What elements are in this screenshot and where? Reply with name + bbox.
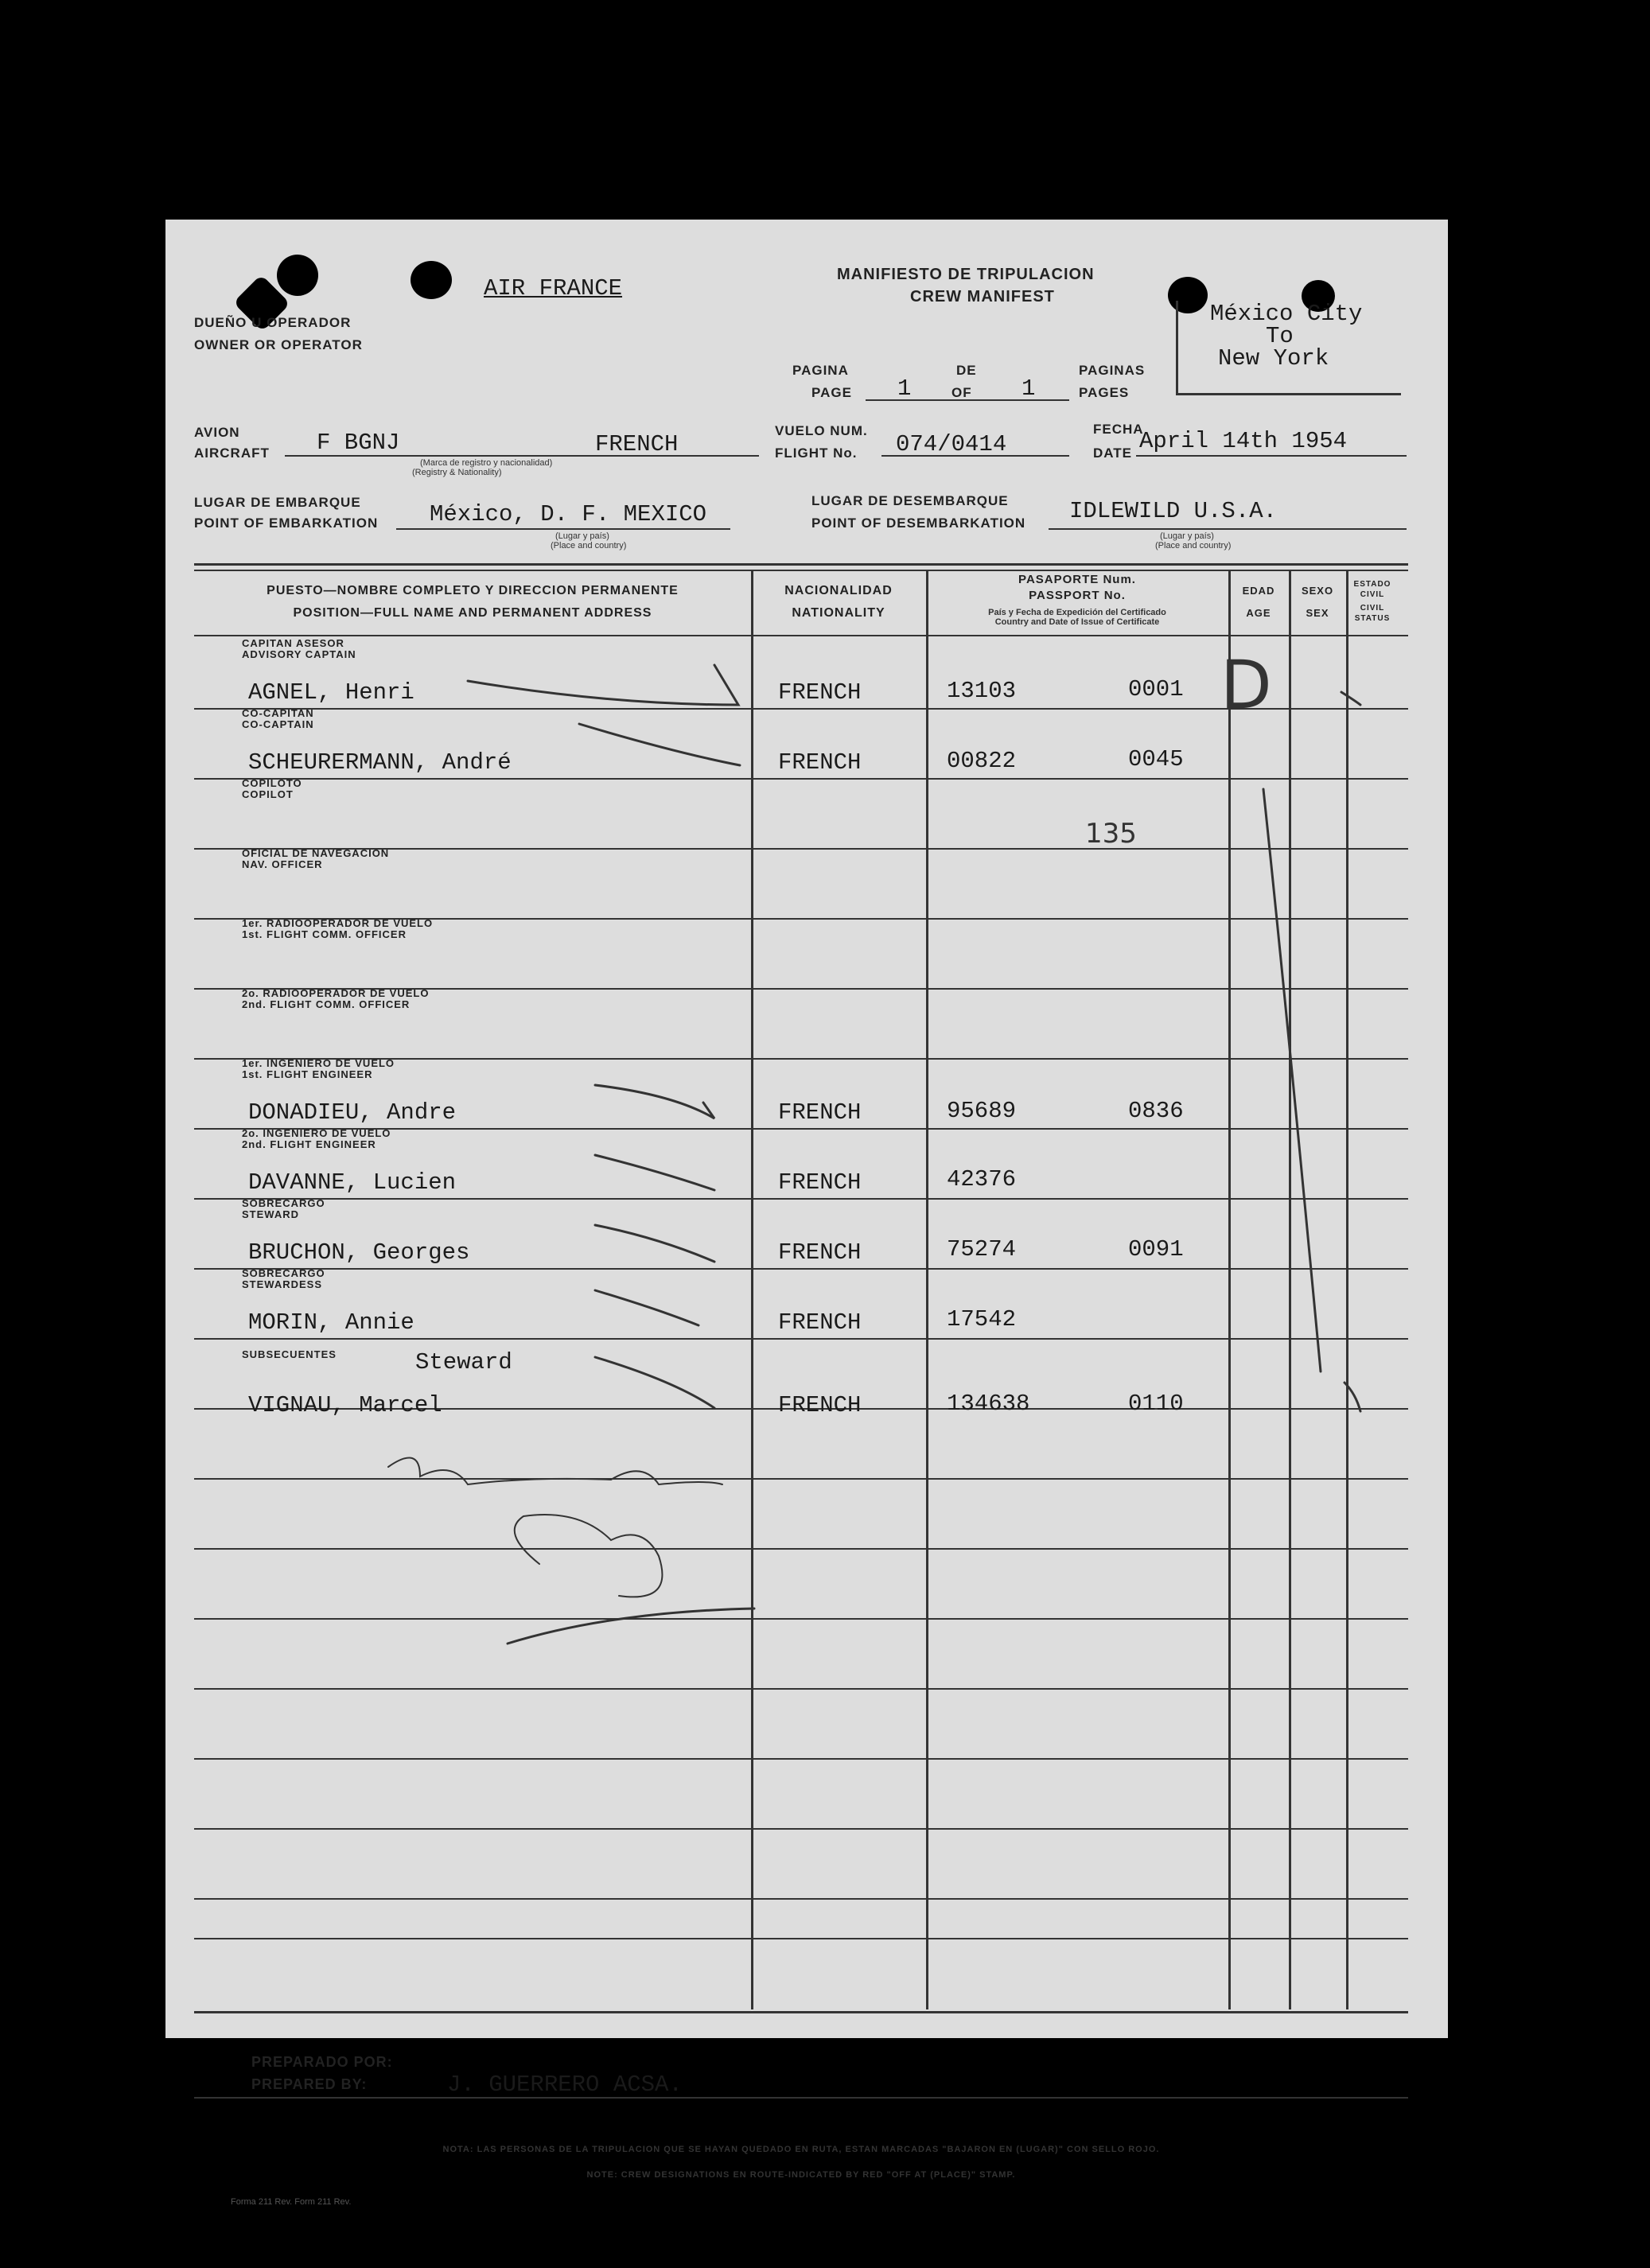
crew-passport: 13103 xyxy=(947,678,1017,704)
col-age-es: EDAD xyxy=(1242,585,1275,597)
route-origin: México City xyxy=(1210,301,1363,327)
col-civil-es: ESTADO CIVIL xyxy=(1353,580,1391,599)
aircraft-label-en: AIRCRAFT xyxy=(194,445,270,461)
crew-passport: 17542 xyxy=(947,1306,1017,1332)
row-position-en: CO-CAPTAIN xyxy=(242,718,314,730)
manifest-page xyxy=(165,220,1448,2207)
crew-name: AGNEL, Henri xyxy=(248,679,414,706)
disembark-value: IDLEWILD U.S.A. xyxy=(1069,498,1278,524)
crew-nationality: FRENCH xyxy=(778,1099,862,1126)
crew-name: DONADIEU, Andre xyxy=(248,1099,457,1126)
owner-label-en: OWNER OR OPERATOR xyxy=(194,337,363,352)
crew-nationality: FRENCH xyxy=(778,749,862,776)
crew-name: BRUCHON, Georges xyxy=(248,1239,470,1266)
crew-name: VIGNAU, Marcel xyxy=(248,1392,442,1418)
row-position-es: 2o. RADIOOPERADOR DE VUELO xyxy=(242,987,430,999)
page-number: 1 xyxy=(897,375,912,402)
aircraft-sub-en: (Registry & Nationality) xyxy=(412,468,502,477)
row-position-es: SOBRECARGO xyxy=(242,1197,325,1209)
col-position-es: PUESTO—NOMBRE COMPLETO Y DIRECCION PERMANENTE xyxy=(267,584,679,597)
row-position-es: 2o. INGENIERO DE VUELO xyxy=(242,1127,391,1139)
manifest-date: April 14th 1954 xyxy=(1139,428,1348,454)
disembark-label-en: POINT OF DESEMBARKATION xyxy=(811,515,1026,531)
form-number: Forma 211 Rev. Form 211 Rev. xyxy=(231,2197,352,2207)
de-label: DE xyxy=(956,363,977,378)
col-passport-es: PASAPORTE Num. xyxy=(1018,573,1136,586)
col-passport-en: PASSPORT No. xyxy=(1029,589,1126,602)
row-position-en: COPILOT xyxy=(242,788,294,800)
row-position-es: CAPITAN ASESOR xyxy=(242,637,344,649)
col-nationality-en: NATIONALITY xyxy=(792,606,885,620)
crew-nationality: FRENCH xyxy=(778,1392,862,1418)
owner-label-es: DUEÑO U OPERADOR xyxy=(194,315,352,330)
flight-label-es: VUELO NUM. xyxy=(775,423,868,438)
crew-name: DAVANNE, Lucien xyxy=(248,1169,457,1196)
row-position-en: ADVISORY CAPTAIN xyxy=(242,648,356,660)
col-sex-es: SEXO xyxy=(1301,585,1334,597)
col-nationality-es: NACIONALIDAD xyxy=(784,584,893,597)
row-position-es: 1er. RADIOOPERADOR DE VUELO xyxy=(242,917,434,929)
row-position-en: NAV. OFFICER xyxy=(242,858,323,870)
date-label-es: FECHA xyxy=(1093,422,1144,437)
disembark-label-es: LUGAR DE DESEMBARQUE xyxy=(811,493,1009,508)
disembark-sub-en: (Place and country) xyxy=(1155,541,1232,550)
table-bottom-rule xyxy=(194,2011,1408,2013)
footer-note-es: NOTA: LAS PERSONAS DE LA TRIPULACION QUE SE HAYAN QUEDADO EN RUTA, ESTAN MARCADAS "BAJARON EN (LUGAR)" CON SELLO ROJO. xyxy=(442,2145,1160,2154)
footer-note-en: NOTE: CREW DESIGNATIONS EN ROUTE-INDICATED BY RED "OFF AT (PLACE)" STAMP. xyxy=(586,2170,1016,2180)
row-position-en: 1st. FLIGHT COMM. OFFICER xyxy=(242,928,407,940)
route-to: To xyxy=(1266,323,1294,349)
crew-certificate: 0110 xyxy=(1128,1391,1184,1417)
row-position-es: CO-CAPITAN xyxy=(242,707,314,719)
aircraft-sub-es: (Marca de registro y nacionalidad) xyxy=(420,458,553,468)
row-position-en: STEWARDESS xyxy=(242,1278,323,1290)
prepared-label-es: PREPARADO POR: xyxy=(251,2054,393,2070)
paginas-label: PAGINAS xyxy=(1079,363,1146,378)
embark-label-es: LUGAR DE EMBARQUE xyxy=(194,495,361,510)
col-position-en: POSITION—FULL NAME AND PERMANENT ADDRESS xyxy=(293,606,652,620)
crew-name: MORIN, Annie xyxy=(248,1309,414,1336)
handwritten-number: 135 xyxy=(1085,818,1137,850)
crew-passport: 42376 xyxy=(947,1166,1017,1192)
aircraft-registration: F BGNJ xyxy=(317,430,400,456)
col-sex-en: SEX xyxy=(1306,607,1329,619)
crew-passport: 75274 xyxy=(947,1236,1017,1262)
col-passport-sub-es: País y Fecha de Expedición del Certificado xyxy=(988,608,1166,617)
crew-passport: 00822 xyxy=(947,748,1017,774)
preparer-name: J. GUERRERO ACSA. xyxy=(447,2072,683,2098)
handwriting-strokes xyxy=(165,220,1448,2038)
row-position-es: OFICIAL DE NAVEGACION xyxy=(242,847,390,859)
crew-name: SCHEURERMANN, André xyxy=(248,749,512,776)
flight-label-en: FLIGHT No. xyxy=(775,445,858,461)
crew-nationality: FRENCH xyxy=(778,679,862,706)
embark-sub-en: (Place and country) xyxy=(551,541,627,550)
embark-sub-es: (Lugar y país) xyxy=(555,531,609,541)
title-es: MANIFIESTO DE TRIPULACION xyxy=(837,266,1095,283)
row-position-en: 2nd. FLIGHT COMM. OFFICER xyxy=(242,998,411,1010)
embark-label-en: POINT OF EMBARKATION xyxy=(194,515,379,531)
row-position-es: SOBRECARGO xyxy=(242,1267,325,1279)
crew-certificate: 0045 xyxy=(1128,746,1184,772)
col-civil-en: CIVIL STATUS xyxy=(1354,604,1391,623)
row-position-en: 1st. FLIGHT ENGINEER xyxy=(242,1068,373,1080)
handwritten-age-mark: D xyxy=(1220,646,1272,724)
crew-nationality: FRENCH xyxy=(778,1309,862,1336)
aircraft-label-es: AVION xyxy=(194,425,240,440)
crew-passport: 134638 xyxy=(947,1391,1030,1417)
row-position-en: Steward xyxy=(415,1349,512,1375)
title-en: CREW MANIFEST xyxy=(910,288,1055,305)
airline-name: AIR FRANCE xyxy=(484,275,623,301)
flight-number: 074/0414 xyxy=(896,431,1007,457)
crew-passport: 95689 xyxy=(947,1098,1017,1124)
disembark-sub-es: (Lugar y país) xyxy=(1160,531,1214,541)
crew-certificate: 0091 xyxy=(1128,1236,1184,1262)
embark-value: México, D. F. MEXICO xyxy=(430,501,707,527)
col-passport-sub-en: Country and Date of Issue of Certificate xyxy=(994,617,1160,627)
prepared-rule xyxy=(194,2097,1408,2099)
pages-label: PAGES xyxy=(1079,385,1130,400)
row-position-es: COPILOTO xyxy=(242,777,302,789)
page-label: PAGE xyxy=(811,385,852,400)
row-position-es: SUBSECUENTES xyxy=(242,1348,337,1360)
col-age-en: AGE xyxy=(1246,607,1271,619)
crew-certificate: 0836 xyxy=(1128,1098,1184,1124)
crew-certificate: 0001 xyxy=(1128,676,1184,702)
page-total: 1 xyxy=(1022,375,1036,402)
row-position-es: 1er. INGENIERO DE VUELO xyxy=(242,1057,395,1069)
prepared-label-en: PREPARED BY: xyxy=(251,2076,368,2092)
route-destination: New York xyxy=(1218,345,1329,372)
date-label-en: DATE xyxy=(1093,445,1133,461)
of-label: OF xyxy=(951,385,972,400)
row-position-en: 2nd. FLIGHT ENGINEER xyxy=(242,1138,376,1150)
crew-nationality: FRENCH xyxy=(778,1239,862,1266)
aircraft-nationality: FRENCH xyxy=(595,431,679,457)
row-position-en: STEWARD xyxy=(242,1208,299,1220)
crew-nationality: FRENCH xyxy=(778,1169,862,1196)
pagina-label: PAGINA xyxy=(792,363,849,378)
